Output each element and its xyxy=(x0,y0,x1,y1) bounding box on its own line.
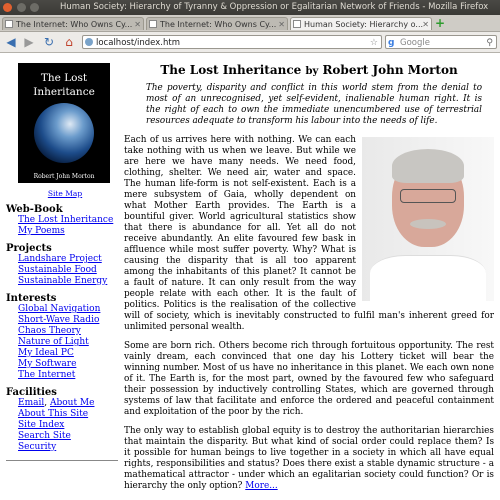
sidebar-link-site-index[interactable]: Site Index xyxy=(18,420,65,430)
search-field[interactable] xyxy=(385,35,497,49)
globe-icon xyxy=(85,38,93,46)
sidebar-divider xyxy=(6,460,118,461)
sidebar-link-my-poems[interactable]: My Poems xyxy=(18,226,65,236)
author-photo xyxy=(362,137,494,301)
minimize-window-button[interactable] xyxy=(17,3,26,12)
book-cover-image[interactable] xyxy=(18,63,110,183)
body-paragraph-2: Some are born rich. Others become rich through fortuitous opportunity. The rest vainly dream, each convinced that one day his Lottery ticket will bear the winning number. Most of us have no inheritance in this planet. We each own none of it. The Earth is, for the most part, owned by the favoured few who safeguard their possession by inductively controlling States, which are governed through systems of law that facilitate and enforce the ordered and peaceful containment and exploitation of the poor by the rich. xyxy=(124,341,494,417)
window-controls xyxy=(3,3,41,15)
sidebar-link-email[interactable]: Email xyxy=(18,398,45,408)
main-article xyxy=(124,63,494,500)
sidebar-row-email-about: Email, About Me xyxy=(18,398,95,408)
sidebar-section-interests xyxy=(6,293,118,381)
sidebar-link-about-me[interactable]: About Me xyxy=(49,398,95,408)
book-cover-author: Robert John Morton xyxy=(33,173,95,180)
sidebar-link-sustainable-energy[interactable]: Sustainable Energy xyxy=(18,276,108,286)
page-title-book: The Lost Inheritance xyxy=(160,63,302,77)
window-title-bar xyxy=(0,0,500,15)
close-icon[interactable]: ✕ xyxy=(422,20,429,29)
body-paragraph-3-text: The only way to establish global equity is to destroy the authoritarian hierarchies that maintain the disparity. But what kind of social order could replace them? Is it possible for human beings to live together in a society in which all have equal rights, responsibilities and status? Does there exist a stable dynamic structure - a mathematical attractor - under which an egalitarian society could function? Or is hierarchy the only option? xyxy=(124,426,494,491)
new-tab-plus-icon[interactable]: + xyxy=(434,16,446,30)
close-window-button[interactable] xyxy=(3,3,12,12)
url-text: localhost/index.htm xyxy=(96,38,180,48)
page-title-by: by xyxy=(305,66,319,77)
tab-internet-2[interactable] xyxy=(146,17,288,30)
sidebar-link-short-wave-radio[interactable]: Short-Wave Radio xyxy=(18,315,100,325)
section-heading: Interests xyxy=(6,293,57,304)
google-icon: g xyxy=(388,38,395,48)
body-paragraph-1: Each of us arrives here with nothing. We can each take nothing with us when we leave. But while we are here we have many needs. We need food, clothing, shelter. We need air, water and space. The human life-form is not self-existent. Each is a mere subsystem of Gaia, wholly dependent on what Mother Earth provides. The Earth is a bountiful giver. World agricultural statistics show that there is abundance for all. Yet all do not receive abundantly. An elite favoured few bask in affluence while most suffer poverty. Why? What is causing the disparity that is all too apparent among the inhabitants of this planet? It cannot be a fault of nature. It can only result from the way people relate with each other. It is the fault of politics. Politics is the realisation of the collective will of society, which is inevitably constructed to fulfil man's inherent greed for unlimited personal wealth. xyxy=(124,135,494,332)
sidebar-link-security[interactable]: Security xyxy=(18,442,57,452)
close-icon[interactable]: ✕ xyxy=(134,20,141,29)
tab-bar xyxy=(0,15,500,32)
page-favicon-icon xyxy=(293,20,301,28)
window-title: Human Society: Hierarchy of Tyranny & Oppression or Egalitarian Network of Friends - Mozilla Firefox xyxy=(60,2,489,12)
tab-label: Human Society: Hierarchy o... xyxy=(304,20,424,29)
sidebar-link-lost-inheritance[interactable]: The Lost Inheritance xyxy=(18,215,114,225)
section-heading: Projects xyxy=(6,243,52,254)
search-placeholder: Google xyxy=(400,38,430,48)
page-title-author: Robert John Morton xyxy=(322,63,458,77)
page-favicon-icon xyxy=(5,20,13,28)
page-title xyxy=(124,63,494,77)
sidebar-link-my-software[interactable]: My Software xyxy=(18,359,77,369)
page-content xyxy=(0,53,500,500)
forward-arrow-icon[interactable]: ▶ xyxy=(24,35,34,49)
sidebar xyxy=(6,63,118,461)
maximize-window-button[interactable] xyxy=(30,3,39,12)
bookmark-star-icon[interactable]: ☆ xyxy=(369,38,378,48)
sidebar-link-landshare[interactable]: Landshare Project xyxy=(18,254,102,264)
photo-shirt xyxy=(370,255,486,301)
reload-icon[interactable]: ↻ xyxy=(43,35,55,49)
url-field[interactable] xyxy=(82,35,382,49)
page-favicon-icon xyxy=(149,20,157,28)
sidebar-link-the-internet[interactable]: The Internet xyxy=(18,370,76,380)
intro-paragraph: The poverty, disparity and conflict in this world stem from the denial to most of an unrecognised, yet self-evident, inalienable human right. It is the right of each to own the immediate unencumbered use of terrestrial resources adequate to transform his labour into the needs of life. xyxy=(146,83,482,126)
sidebar-link-chaos-theory[interactable]: Chaos Theory xyxy=(18,326,81,336)
photo-glasses xyxy=(400,189,456,203)
tab-label: The Internet: Who Owns Cy... xyxy=(160,20,277,29)
sidebar-section-web-book xyxy=(6,204,118,237)
sidebar-link-global-navigation[interactable]: Global Navigation xyxy=(18,304,101,314)
earth-globe-image xyxy=(34,103,94,163)
tab-label: The Internet: Who Owns Cy... xyxy=(16,20,133,29)
sidebar-link-search-site[interactable]: Search Site xyxy=(18,431,71,441)
home-icon[interactable]: ⌂ xyxy=(65,35,73,49)
section-heading: Web-Book xyxy=(6,204,63,215)
back-arrow-icon[interactable]: ◀ xyxy=(6,35,16,49)
more-link[interactable]: More... xyxy=(245,481,278,491)
site-map-link[interactable]: Site Map xyxy=(47,189,83,198)
sidebar-section-projects xyxy=(6,243,118,287)
book-cover-title: The Lost Inheritance xyxy=(33,72,95,98)
section-heading: Facilities xyxy=(6,387,57,398)
photo-hair xyxy=(392,149,464,183)
sidebar-link-nature-of-light[interactable]: Nature of Light xyxy=(18,337,89,347)
sidebar-link-sustainable-food[interactable]: Sustainable Food xyxy=(18,265,97,275)
close-icon[interactable]: ✕ xyxy=(278,20,285,29)
tab-internet-1[interactable] xyxy=(2,17,144,30)
sidebar-section-facilities xyxy=(6,387,118,453)
tab-human-society[interactable] xyxy=(290,17,432,30)
sidebar-link-about-site[interactable]: About This Site xyxy=(18,409,89,419)
sidebar-link-my-ideal-pc[interactable]: My Ideal PC xyxy=(18,348,74,358)
photo-moustache xyxy=(410,219,446,229)
navigation-toolbar xyxy=(0,32,500,53)
search-icon[interactable]: ⚲ xyxy=(486,38,493,48)
body-paragraph-3 xyxy=(124,426,494,492)
